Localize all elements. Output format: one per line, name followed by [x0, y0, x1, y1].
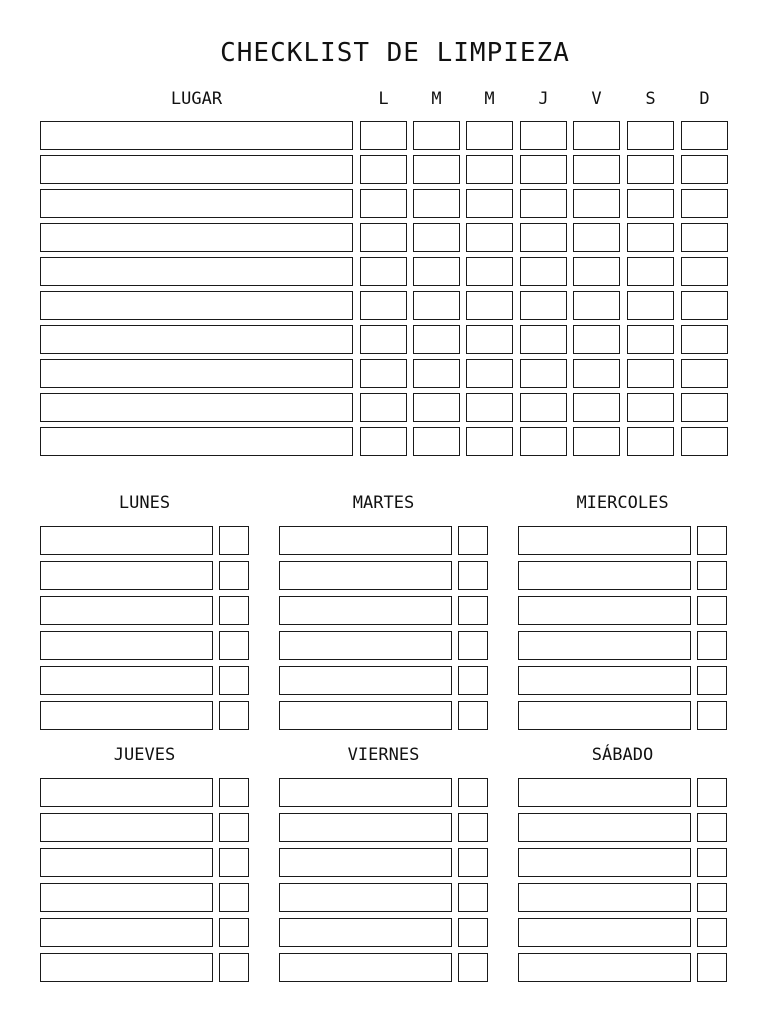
day-checkbox[interactable]: [573, 189, 620, 218]
day-checkbox[interactable]: [681, 325, 728, 354]
task-input-field[interactable]: [40, 561, 213, 590]
day-checkbox[interactable]: [413, 155, 460, 184]
task-checkbox[interactable]: [219, 848, 249, 877]
task-checkbox[interactable]: [219, 666, 249, 695]
lugar-input-field[interactable]: [40, 427, 353, 456]
task-checkbox[interactable]: [219, 953, 249, 982]
task-checkbox[interactable]: [219, 918, 249, 947]
task-input-field[interactable]: [518, 666, 691, 695]
task-input-field[interactable]: [40, 631, 213, 660]
task-checkbox[interactable]: [697, 631, 727, 660]
day-checkbox[interactable]: [466, 393, 513, 422]
page-title: CHECKLIST DE LIMPIEZA: [220, 38, 570, 68]
day-checkbox[interactable]: [627, 393, 674, 422]
lugar-input-field[interactable]: [40, 393, 353, 422]
task-input-field[interactable]: [518, 848, 691, 877]
day-column-header: M: [484, 89, 495, 109]
day-column-header: L: [378, 89, 389, 109]
task-input-field[interactable]: [40, 813, 213, 842]
day-checkbox[interactable]: [681, 393, 728, 422]
task-input-field[interactable]: [279, 953, 452, 982]
day-section-title: LUNES: [118, 493, 171, 513]
day-checkbox[interactable]: [573, 121, 620, 150]
day-checkbox[interactable]: [413, 325, 460, 354]
day-checkbox[interactable]: [360, 291, 407, 320]
day-checkbox[interactable]: [520, 427, 567, 456]
task-checkbox[interactable]: [458, 918, 488, 947]
day-checkbox[interactable]: [360, 155, 407, 184]
task-input-field[interactable]: [518, 813, 691, 842]
task-checkbox[interactable]: [697, 701, 727, 730]
day-checkbox[interactable]: [360, 257, 407, 286]
day-checkbox[interactable]: [466, 189, 513, 218]
task-checkbox[interactable]: [697, 848, 727, 877]
task-checkbox[interactable]: [458, 701, 488, 730]
task-input-field[interactable]: [518, 526, 691, 555]
task-input-field[interactable]: [40, 701, 213, 730]
lugar-input-field[interactable]: [40, 359, 353, 388]
day-checkbox[interactable]: [466, 257, 513, 286]
task-input-field[interactable]: [40, 953, 213, 982]
day-checkbox[interactable]: [520, 325, 567, 354]
lugar-input-field[interactable]: [40, 291, 353, 320]
day-checkbox[interactable]: [466, 359, 513, 388]
task-input-field[interactable]: [40, 848, 213, 877]
task-input-field[interactable]: [279, 883, 452, 912]
day-checkbox[interactable]: [627, 121, 674, 150]
task-input-field[interactable]: [279, 631, 452, 660]
day-checkbox[interactable]: [681, 155, 728, 184]
task-checkbox[interactable]: [219, 596, 249, 625]
task-checkbox[interactable]: [458, 848, 488, 877]
day-checkbox[interactable]: [627, 325, 674, 354]
task-checkbox[interactable]: [219, 561, 249, 590]
day-checkbox[interactable]: [520, 223, 567, 252]
day-checkbox[interactable]: [573, 393, 620, 422]
lugar-input-field[interactable]: [40, 189, 353, 218]
task-checkbox[interactable]: [458, 561, 488, 590]
day-checkbox[interactable]: [360, 189, 407, 218]
day-checkbox[interactable]: [627, 189, 674, 218]
day-column-header: D: [699, 89, 710, 109]
day-checkbox[interactable]: [573, 359, 620, 388]
task-checkbox[interactable]: [458, 631, 488, 660]
day-checkbox[interactable]: [573, 291, 620, 320]
day-checkbox[interactable]: [466, 155, 513, 184]
day-checkbox[interactable]: [573, 155, 620, 184]
day-column-header: M: [431, 89, 442, 109]
task-input-field[interactable]: [279, 526, 452, 555]
task-checkbox[interactable]: [219, 701, 249, 730]
day-checkbox[interactable]: [520, 291, 567, 320]
task-checkbox[interactable]: [219, 526, 249, 555]
day-checkbox[interactable]: [413, 257, 460, 286]
day-checkbox[interactable]: [681, 189, 728, 218]
lugar-input-field[interactable]: [40, 121, 353, 150]
task-input-field[interactable]: [40, 526, 213, 555]
day-checkbox[interactable]: [466, 121, 513, 150]
task-input-field[interactable]: [279, 813, 452, 842]
day-section-title: SÁBADO: [591, 745, 654, 765]
task-checkbox[interactable]: [697, 883, 727, 912]
day-checkbox[interactable]: [520, 257, 567, 286]
day-checkbox[interactable]: [627, 427, 674, 456]
day-checkbox[interactable]: [627, 291, 674, 320]
task-input-field[interactable]: [40, 918, 213, 947]
task-checkbox[interactable]: [458, 778, 488, 807]
day-section-title: MARTES: [352, 493, 415, 513]
day-checkbox[interactable]: [681, 121, 728, 150]
day-checkbox[interactable]: [413, 291, 460, 320]
day-checkbox[interactable]: [360, 121, 407, 150]
task-input-field[interactable]: [518, 953, 691, 982]
day-checkbox[interactable]: [360, 393, 407, 422]
task-input-field[interactable]: [279, 561, 452, 590]
day-section-title: VIERNES: [347, 745, 420, 765]
day-checkbox[interactable]: [627, 257, 674, 286]
day-checkbox[interactable]: [413, 223, 460, 252]
day-checkbox[interactable]: [520, 359, 567, 388]
task-input-field[interactable]: [279, 848, 452, 877]
task-input-field[interactable]: [40, 596, 213, 625]
lugar-input-field[interactable]: [40, 257, 353, 286]
task-input-field[interactable]: [518, 596, 691, 625]
day-checkbox[interactable]: [413, 189, 460, 218]
task-input-field[interactable]: [279, 701, 452, 730]
day-checkbox[interactable]: [627, 155, 674, 184]
task-input-field[interactable]: [518, 778, 691, 807]
day-checkbox[interactable]: [413, 359, 460, 388]
day-checkbox[interactable]: [360, 223, 407, 252]
task-checkbox[interactable]: [458, 813, 488, 842]
lugar-input-field[interactable]: [40, 155, 353, 184]
day-checkbox[interactable]: [520, 393, 567, 422]
task-input-field[interactable]: [279, 778, 452, 807]
task-input-field[interactable]: [279, 918, 452, 947]
day-column-header: V: [591, 89, 602, 109]
task-checkbox[interactable]: [697, 813, 727, 842]
lugar-column-header: LUGAR: [170, 89, 223, 109]
day-checkbox[interactable]: [573, 427, 620, 456]
task-checkbox[interactable]: [697, 666, 727, 695]
day-section-title: JUEVES: [113, 745, 176, 765]
task-checkbox[interactable]: [458, 883, 488, 912]
day-checkbox[interactable]: [573, 257, 620, 286]
lugar-input-field[interactable]: [40, 223, 353, 252]
task-checkbox[interactable]: [219, 631, 249, 660]
task-checkbox[interactable]: [697, 526, 727, 555]
task-input-field[interactable]: [279, 596, 452, 625]
task-checkbox[interactable]: [697, 918, 727, 947]
day-checkbox[interactable]: [466, 427, 513, 456]
day-checkbox[interactable]: [520, 155, 567, 184]
task-checkbox[interactable]: [219, 778, 249, 807]
day-column-header: J: [538, 89, 549, 109]
task-checkbox[interactable]: [697, 778, 727, 807]
day-checkbox[interactable]: [681, 359, 728, 388]
task-input-field[interactable]: [518, 631, 691, 660]
task-checkbox[interactable]: [219, 883, 249, 912]
day-checkbox[interactable]: [466, 223, 513, 252]
day-column-header: S: [645, 89, 656, 109]
day-checkbox[interactable]: [413, 121, 460, 150]
task-checkbox[interactable]: [458, 953, 488, 982]
task-input-field[interactable]: [279, 666, 452, 695]
day-checkbox[interactable]: [360, 427, 407, 456]
task-checkbox[interactable]: [458, 526, 488, 555]
task-checkbox[interactable]: [458, 596, 488, 625]
task-input-field[interactable]: [40, 778, 213, 807]
day-checkbox[interactable]: [360, 359, 407, 388]
day-checkbox[interactable]: [681, 257, 728, 286]
task-input-field[interactable]: [518, 561, 691, 590]
day-checkbox[interactable]: [573, 223, 620, 252]
task-input-field[interactable]: [518, 918, 691, 947]
day-checkbox[interactable]: [520, 121, 567, 150]
day-checkbox[interactable]: [627, 359, 674, 388]
day-checkbox[interactable]: [360, 325, 407, 354]
day-checkbox[interactable]: [627, 223, 674, 252]
task-input-field[interactable]: [518, 701, 691, 730]
task-checkbox[interactable]: [697, 596, 727, 625]
task-checkbox[interactable]: [697, 561, 727, 590]
task-checkbox[interactable]: [697, 953, 727, 982]
day-checkbox[interactable]: [681, 427, 728, 456]
lugar-input-field[interactable]: [40, 325, 353, 354]
day-checkbox[interactable]: [466, 325, 513, 354]
task-checkbox[interactable]: [219, 813, 249, 842]
task-checkbox[interactable]: [458, 666, 488, 695]
day-section-title: MIERCOLES: [576, 493, 669, 513]
task-input-field[interactable]: [40, 883, 213, 912]
day-checkbox[interactable]: [413, 427, 460, 456]
task-input-field[interactable]: [518, 883, 691, 912]
day-checkbox[interactable]: [466, 291, 513, 320]
day-checkbox[interactable]: [681, 223, 728, 252]
task-input-field[interactable]: [40, 666, 213, 695]
day-checkbox[interactable]: [573, 325, 620, 354]
day-checkbox[interactable]: [520, 189, 567, 218]
day-checkbox[interactable]: [413, 393, 460, 422]
day-checkbox[interactable]: [681, 291, 728, 320]
